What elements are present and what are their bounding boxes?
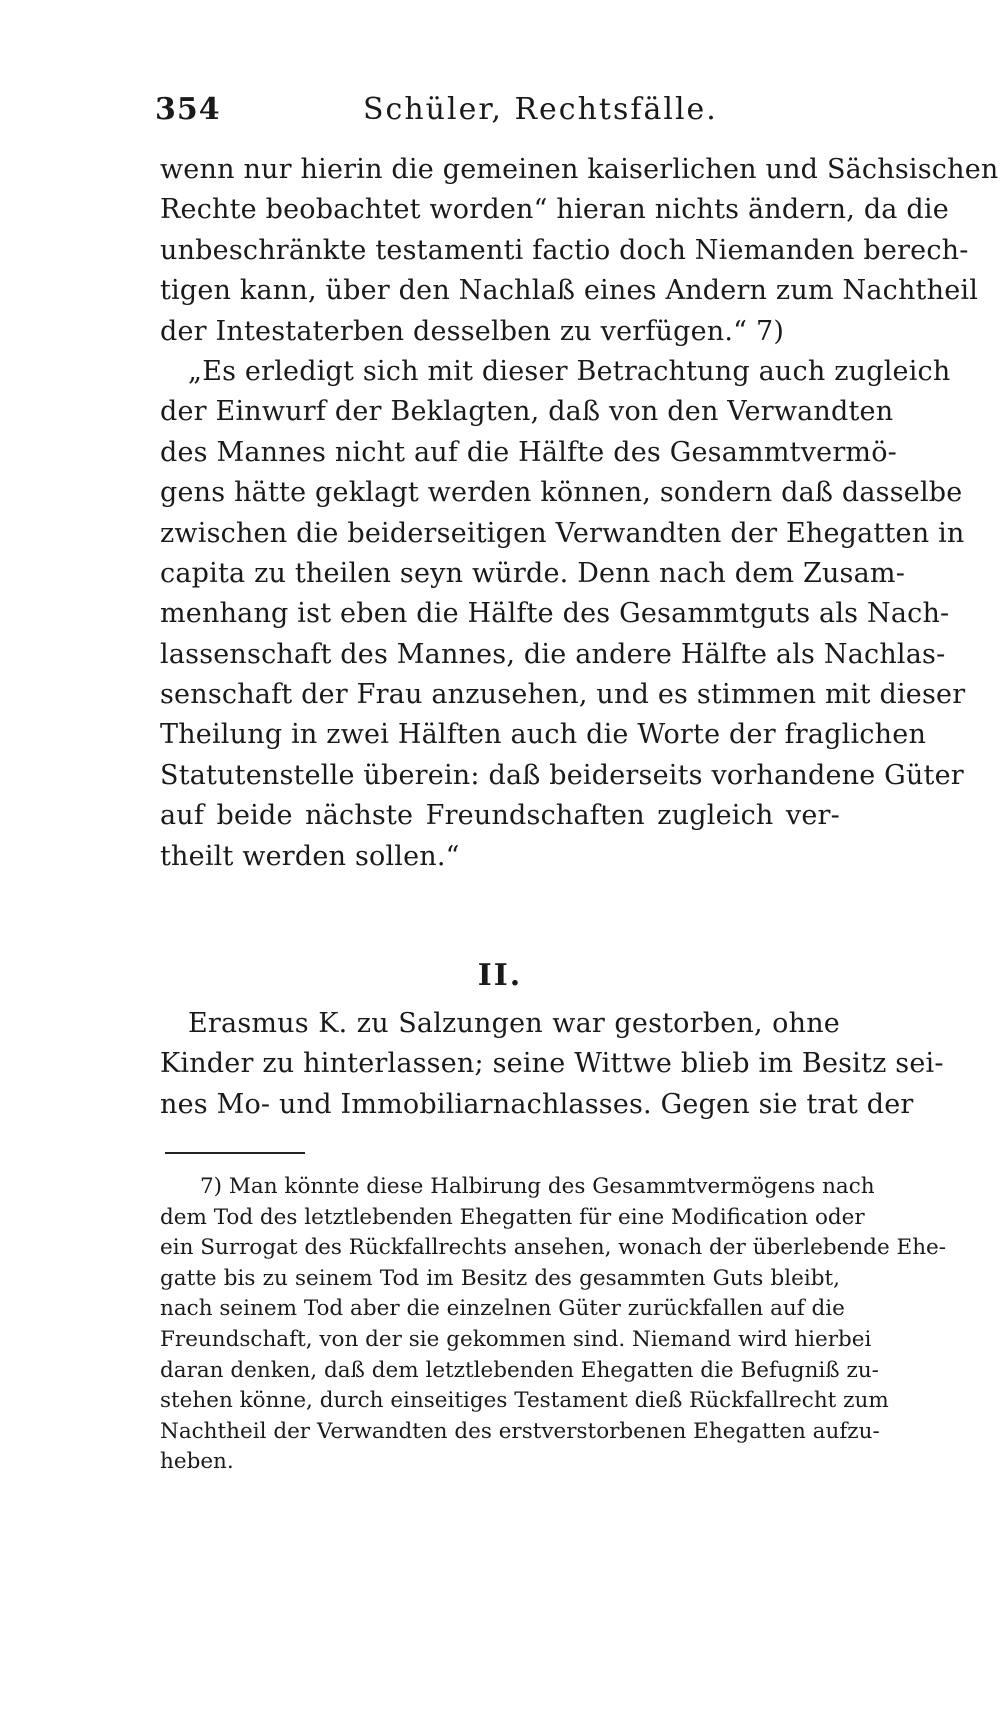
section-heading: II. [477,958,523,993]
text-line: Kinder zu hinterlassen; seine Wittwe blieb im Besitz sei- [160,1048,944,1080]
text-line: menhang ist eben die Hälfte des Gesammtguts als Nach- [160,598,950,630]
text-line: lassenschaft des Mannes, die andere Hälfte als Nachlas- [160,638,946,670]
text-line: gens hätte geklagt werden können, sondern daß dasselbe [160,477,963,509]
text-line: Rechte beobachtet worden“ hieran nichts ändern, da die [160,194,949,226]
text-line: „Es erledigt sich mit dieser Betrachtung auch zugleich [188,355,951,387]
text-line: tigen kann, über den Nachlaß eines Andern zum Nachtheil [160,275,979,307]
footnote-line: gatte bis zu seinem Tod im Besitz des gesammten Guts bleibt, [160,1265,840,1291]
text-line: capita zu theilen seyn würde. Denn nach dem Zusam- [160,557,906,589]
text-line: wenn nur hierin die gemeinen kaiserlichen und Sächsischen [160,154,999,185]
page-number: 354 [155,92,221,127]
text-line: der Intestaterben desselben zu verfügen.“ 7) [160,315,785,347]
text-line: Theilung in zwei Hälften auch die Worte der fraglichen [160,719,927,751]
text-line-spaced: auf beide nächste Freundschaften zugleich ver- [160,800,840,832]
footnote-line: Nachtheil der Verwandten des erstverstorbenen Ehegatten aufzu- [160,1418,880,1444]
text-line: zwischen die beiderseitigen Verwandten der Ehegatten in [160,517,965,549]
text-line: theilt werden sollen.“ [160,840,460,872]
text-line: der Einwurf der Beklagten, daß von den Verwandten [160,396,894,428]
text-line: nes Mo- und Immobiliarnachlasses. Gegen sie trat der [160,1088,914,1120]
text-line: Erasmus K. zu Salzungen war gestorben, ohne [188,1008,840,1039]
main-text [160,150,999,877]
footnote-line: ein Surrogat des Rückfallrechts ansehen, wonach der überlebende Ehe- [160,1235,947,1261]
footnote-line: dem Tod des letztlebenden Ehegatten für eine Modification oder [160,1204,865,1230]
text-line: Statutenstelle überein: daß beiderseits vorhandene Güter [160,759,964,791]
page-header [155,92,840,132]
footnote-line: heben. [160,1449,234,1475]
footnote-line: stehen könne, durch einseitiges Testament dieß Rückfallrecht zum [160,1388,889,1414]
text-line: senschaft der Frau anzusehen, und es stimmen mit dieser [160,679,966,711]
footnote [160,1172,947,1478]
text-line: unbeschränkte testamenti factio doch Niemanden berech- [160,234,969,266]
footnote-line: daran denken, daß dem letztlebenden Ehegatten die Befugniß zu- [160,1357,879,1383]
running-head: Schüler, Rechtsfälle. [363,92,718,127]
footnote-line: Freundschaft, von der sie gekommen sind. Niemand wird hierbei [160,1326,872,1352]
footnote-line: 7) Man könnte diese Halbirung des Gesammtvermögens nach [200,1174,875,1199]
text-line: des Mannes nicht auf die Hälfte des Gesammtvermö- [160,436,898,468]
footnote-separator [165,1152,305,1154]
section-text [160,1004,944,1125]
footnote-line: nach seinem Tod aber die einzelnen Güter zurückfallen auf die [160,1296,845,1322]
